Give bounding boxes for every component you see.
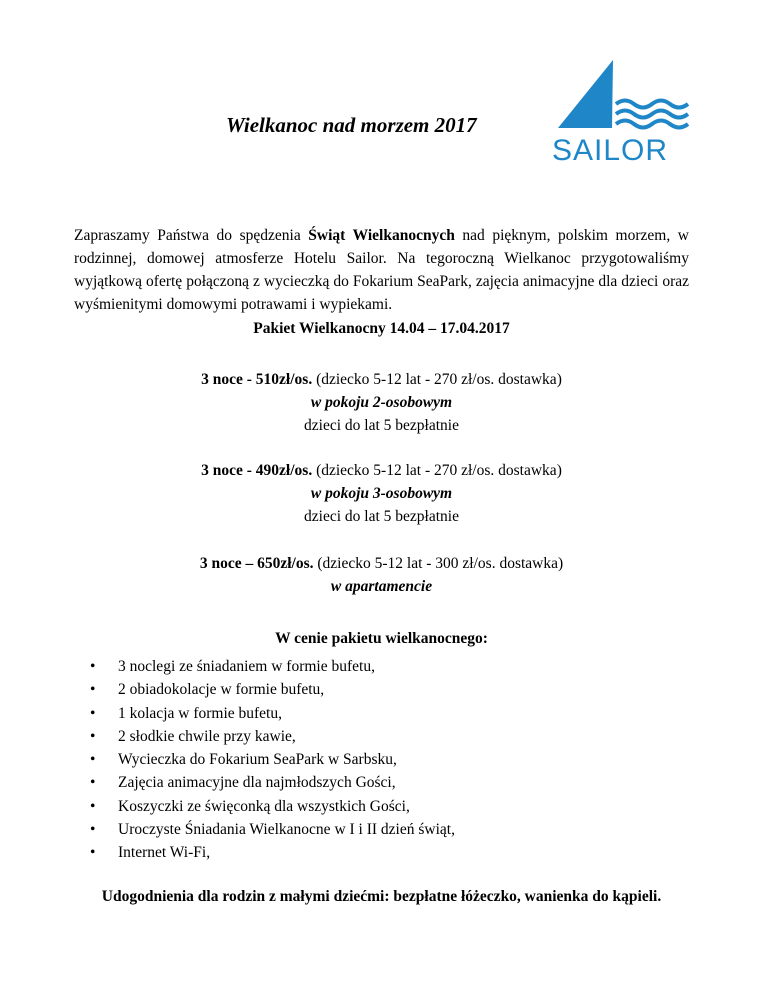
page-title: Wielkanoc nad morzem 2017 (226, 113, 477, 137)
offer-apartment (74, 552, 689, 598)
intro-paragraph (74, 224, 689, 316)
sailor-logo (548, 58, 694, 166)
included-list (88, 655, 455, 865)
wave-2 (616, 111, 688, 118)
offer-child-price: (dziecko 5-12 lat - 270 zł/os. dostawka) (312, 371, 562, 388)
offer-room: w pokoju 3-osobowym (310, 485, 453, 502)
family-amenities: Udogodnienia dla rodzin z małymi dziećmi: bezpłatne łóżeczko, wanienka do kąpieli. (101, 888, 662, 905)
intro-text-2: nad pięknym, polskim morzem, w rodzinnej, domowej atmosferze Hotelu Sailor. Na tegoroczną Wielkanoc przygotowaliśmy wyjątkową ofertę połączoną z wycieczką do Fokarium SeaPark, zajęcia animacyjne dla dzieci oraz wyśmienitymi domowymi potrawami i wypiekami. (74, 227, 689, 313)
offer-note: dzieci do lat 5 bezpłatnie (304, 417, 459, 434)
offer-room: w pokoju 2-osobowym (310, 394, 453, 411)
intro-bold-holiday: Świąt Wielkanocnych (308, 227, 455, 244)
list-item: • Koszyczki ze święconką dla wszystkich Gości, (118, 795, 455, 818)
offer-child-price: (dziecko 5-12 lat - 270 zł/os. dostawka) (312, 462, 562, 479)
wave-3 (616, 121, 688, 128)
offer-price: 3 noce - 510zł/os. (201, 371, 313, 388)
offer-room: w apartamencie (330, 578, 433, 595)
included-title: W cenie pakietu wielkanocnego: (275, 630, 488, 647)
offer-2-person (74, 368, 689, 437)
offer-note: dzieci do lat 5 bezpłatnie (304, 508, 459, 525)
list-item: • Zajęcia animacyjne dla najmłodszych Gości, (118, 771, 455, 794)
offer-child-price: (dziecko 5-12 lat - 300 zł/os. dostawka) (313, 555, 564, 572)
offer-price: 3 noce – 650zł/os. (199, 555, 314, 572)
list-item: • 3 noclegi ze śniadaniem w formie bufetu, (118, 655, 455, 678)
logo-text: SAILOR (552, 134, 669, 166)
intro-text-1: Zapraszamy Państwa do spędzenia (74, 227, 309, 244)
package-title: Pakiet Wielkanocny 14.04 – 17.04.2017 (253, 320, 510, 337)
list-item: • 2 słodkie chwile przy kawie, (118, 725, 455, 748)
offer-3-person (74, 459, 689, 528)
list-item: • 2 obiadokolacje w formie bufetu, (118, 678, 455, 701)
list-item: • 1 kolacja w formie bufetu, (118, 702, 455, 725)
offer-price: 3 noce - 490zł/os. (201, 462, 313, 479)
wave-1 (616, 101, 688, 108)
sail-shape (558, 60, 613, 128)
list-item: • Wycieczka do Fokarium SeaPark w Sarbsku, (118, 748, 455, 771)
list-item: • Internet Wi-Fi, (118, 841, 455, 864)
list-item: • Uroczyste Śniadania Wielkanocne w I i II dzień świąt, (118, 818, 455, 841)
